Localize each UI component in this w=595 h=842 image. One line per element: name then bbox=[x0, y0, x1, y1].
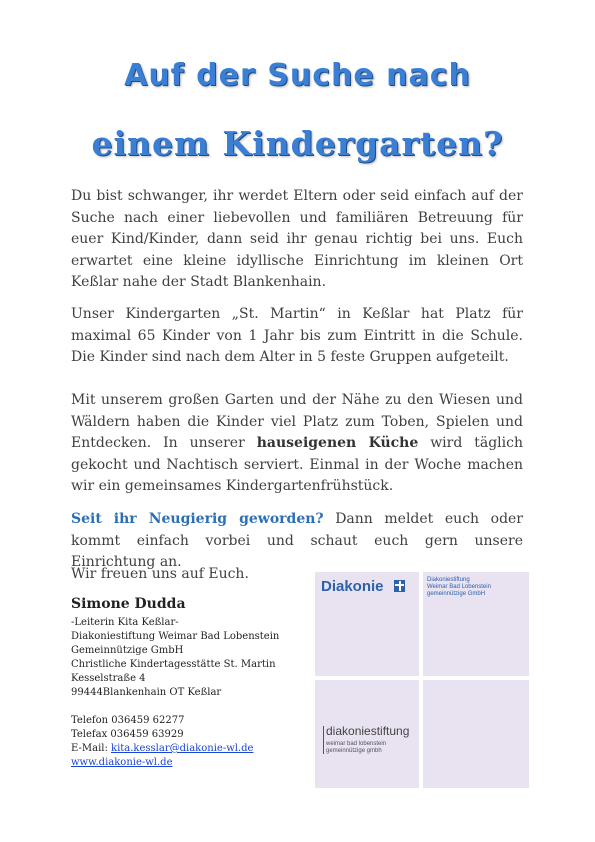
stiftung-sub-line-2: gemeinnützige gmbh bbox=[326, 748, 382, 754]
garden-paragraph bbox=[71, 390, 523, 498]
signature-phone: Telefon 036459 62277 bbox=[71, 715, 185, 726]
stiftung-wordmark: diakoniestiftung bbox=[326, 724, 410, 738]
invitation-text: Dann meldet euch oder kommt einfach vorbei und schaut euch gern unsere Einrichtung an. bbox=[71, 511, 524, 570]
diakonie-cross-icon bbox=[394, 580, 405, 592]
intro-paragraph: Du bist schwanger, ihr werdet Eltern oder seid einfach auf der Suche nach einer liebevollen und familiären Betreuung für euer Kind/Kinder, dann seid ihr genau richtig bei uns. Euch erwartet eine kleine idyllische Einrichtung im kleinen Ort Keßlar nahe der Stadt Blankenhain. bbox=[71, 188, 523, 290]
stiftung-divider bbox=[323, 726, 324, 754]
signature-city: 99444Blankenhain OT Keßlar bbox=[71, 687, 222, 698]
logo-tile-stiftung bbox=[315, 680, 419, 788]
garden-text-end: wird täglich gekocht und Nachtisch serviert. Einmal in der Woche machen wir ein gemeinsames Kindergartenfrühstück. bbox=[71, 435, 523, 494]
invitation-lead: Seit ihr Neugierig geworden? bbox=[71, 511, 324, 527]
diakonie-wordmark: Diakonie bbox=[321, 578, 384, 595]
signature-block bbox=[71, 616, 279, 770]
email-link[interactable]: kita.kesslar@diakonie-wl.de bbox=[111, 743, 254, 754]
signature-role: -Leiterin Kita Keßlar- bbox=[71, 617, 179, 628]
capacity-paragraph: Unser Kindergarten „St. Martin“ in Keßlar hat Platz für maximal 65 Kinder von 1 Jahr bis zum Eintritt in die Schule. Die Kinder sind nach dem Alter in 5 feste Gruppen aufgeteilt. bbox=[71, 306, 523, 365]
kitchen-highlight: hauseigenen Küche bbox=[256, 435, 419, 451]
logo-tile-foundation bbox=[423, 572, 529, 676]
signature-org: Diakoniestiftung Weimar Bad Lobenstein bbox=[71, 631, 280, 642]
website-link[interactable]: www.diakonie-wl.de bbox=[71, 757, 173, 768]
foundation-name bbox=[427, 577, 491, 598]
logo-tile-empty bbox=[423, 680, 529, 788]
foundation-line-3: gemeinnützige GmbH bbox=[427, 591, 486, 597]
headline-line-1: Auf der Suche nach bbox=[124, 58, 471, 93]
signature-web-row bbox=[71, 756, 279, 770]
closing-line: Wir freuen uns auf Euch. bbox=[71, 566, 249, 582]
garden-text-start: Mit unserem großen Garten und der Nähe zu den Wiesen und Wäldern haben die Kinder viel Platz zum Toben, Spielen und Entdecken. In unserer bbox=[71, 392, 523, 451]
signature-name: Simone Dudda bbox=[71, 596, 186, 612]
stiftung-subtitle bbox=[326, 741, 386, 755]
headline-line-2: einem Kindergarten? bbox=[91, 124, 504, 163]
stiftung-sub-line-1: weimar bad lobenstein bbox=[326, 741, 387, 747]
signature-street: Kesselstraße 4 bbox=[71, 673, 146, 684]
signature-facility: Christliche Kindertagesstätte St. Martin bbox=[71, 659, 276, 670]
diakonie-logo-block bbox=[315, 572, 529, 788]
signature-email-row bbox=[71, 742, 279, 756]
foundation-line-2: Weimar Bad Lobenstein bbox=[427, 584, 491, 590]
signature-fax: Telefax 036459 63929 bbox=[71, 729, 184, 740]
signature-org-type: Gemeinnützige GmbH bbox=[71, 645, 184, 656]
foundation-line-1: Diakoniestiftung bbox=[427, 577, 470, 583]
email-label: E-Mail: bbox=[71, 743, 112, 754]
logo-tile-brand bbox=[315, 572, 419, 676]
